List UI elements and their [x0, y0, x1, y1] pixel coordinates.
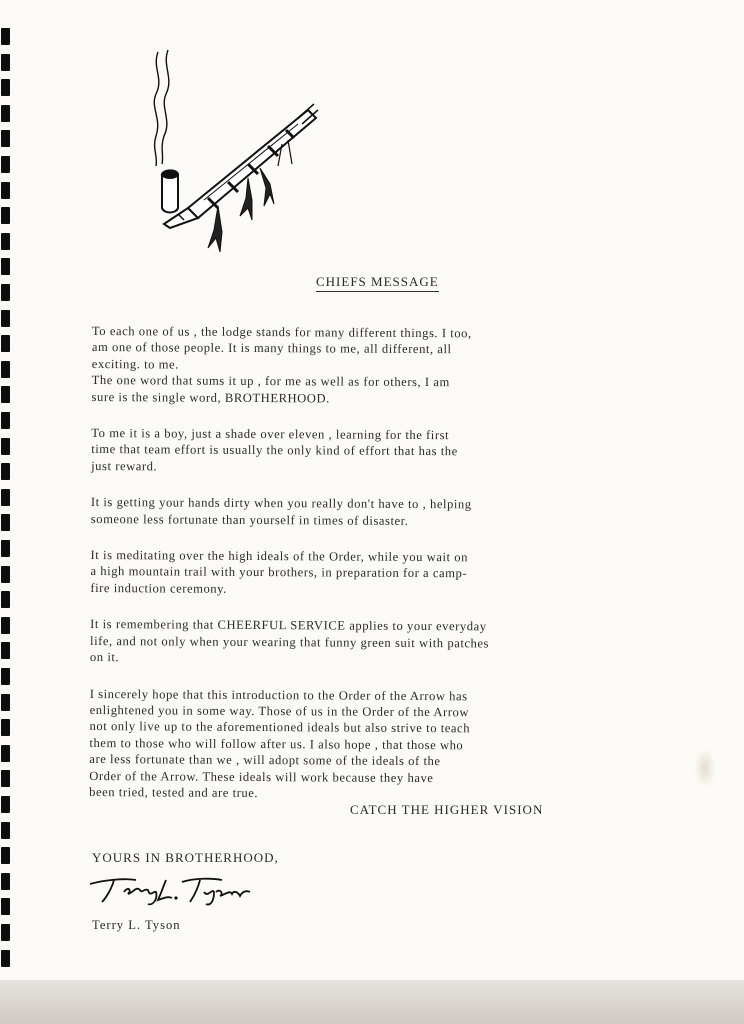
signer-name: Terry L. Tyson [92, 918, 181, 932]
binding-hole [1, 207, 10, 224]
page-title: CHIEFS MESSAGE [316, 274, 439, 292]
scan-background [0, 980, 744, 1024]
binding-hole [1, 591, 10, 608]
binding-hole [1, 258, 10, 275]
binding-hole [1, 770, 10, 787]
binding-hole [1, 79, 10, 96]
binding-hole [1, 463, 10, 480]
paragraph: To each one of us , the lodge stands for many different things. I too, am one of those people. It is many things to me, all different, all exciting. to me. The one word that sums it up , for me as well as for others, I am sure is the single word, BROTHERHOOD. [91, 323, 472, 406]
paper-stain [694, 748, 716, 788]
binding-hole [1, 28, 10, 45]
binding-hole [1, 233, 10, 250]
spiral-binding [0, 28, 12, 978]
binding-hole [1, 642, 10, 659]
binding-hole [1, 386, 10, 403]
paragraph: To me it is a boy, just a shade over eleven , learning for the first time that team effort is usually the only kind of effort that has the just reward. [91, 426, 458, 474]
binding-hole [1, 745, 10, 762]
binding-hole [1, 822, 10, 839]
binding-hole [1, 950, 10, 967]
paragraph: It is meditating over the high ideals of the Order, while you wait on a high mountain trail with your brothers, in preparation for a camp- fire induction ceremony. [90, 548, 469, 596]
motto: CATCH THE HIGHER VISION [350, 802, 544, 817]
binding-hole [1, 719, 10, 736]
binding-hole [1, 514, 10, 531]
binding-hole [1, 130, 10, 147]
binding-hole [1, 694, 10, 711]
paragraph: It is remembering that CHEERFUL SERVICE applies to your everyday life, and not only when your wearing that funny green suit with patches on it. [89, 617, 490, 665]
peace-pipe-icon [148, 48, 328, 258]
binding-hole [1, 284, 10, 301]
binding-hole [1, 924, 10, 941]
binding-hole [1, 310, 10, 327]
binding-hole [1, 489, 10, 506]
message-body [89, 323, 652, 824]
binding-hole [1, 566, 10, 583]
binding-hole [1, 335, 10, 352]
binding-hole [1, 668, 10, 685]
binding-hole [1, 540, 10, 557]
binding-hole [1, 156, 10, 173]
binding-hole [1, 361, 10, 378]
binding-hole [1, 873, 10, 890]
binding-hole [1, 54, 10, 71]
binding-hole [1, 847, 10, 864]
binding-hole [1, 438, 10, 455]
binding-hole [1, 796, 10, 813]
binding-hole [1, 898, 10, 915]
paragraph: I sincerely hope that this introduction to the Order of the Arrow has enlightened you in some way. Those of us in the Order of the Arrow not only live up to the aforementioned ideals but also strive to teach them to those who will follow after us. I also hope , that those who are less fortunate than we , will adopt some of the ideals of the Order of the Arrow. These ideals will work because they have been tried, tested and are true. [89, 686, 471, 800]
closing: YOURS IN BROTHERHOOD, [92, 850, 279, 865]
binding-hole [1, 617, 10, 634]
signature-image [84, 868, 254, 908]
paragraph: It is getting your hands dirty when you really don't have to , helping someone less fortunate than yourself in times of disaster. [90, 495, 472, 528]
binding-hole [1, 412, 10, 429]
binding-hole [1, 105, 10, 122]
binding-hole [1, 182, 10, 199]
